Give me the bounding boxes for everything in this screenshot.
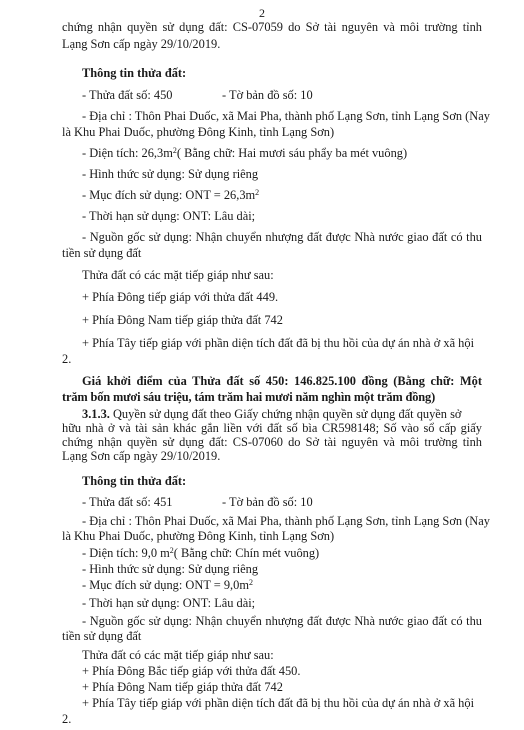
parcel2-thua-dat: - Thửa đất số: 451 — [82, 495, 173, 509]
parcel2-muc-dich — [82, 578, 253, 593]
parcel2-dia-chi-2: là Khu Phai Duốc, phường Đông Kinh, tỉnh Lạng Sơn) — [62, 529, 335, 543]
parcel2-muc-dich-sup: 2 — [248, 578, 253, 587]
parcel2-nguon-goc-1: - Nguồn gốc sử dụng: Nhận chuyển nhượng đất được Nhà nước giao đất có thu — [82, 614, 482, 628]
parcel1-hinh-thuc: - Hình thức sử dụng: Sử dụng riêng — [82, 167, 259, 181]
intro-line-2: Lạng Sơn cấp ngày 29/10/2019. — [62, 37, 221, 51]
parcel2-dia-chi-1: - Địa chỉ : Thôn Phai Duốc, xã Mai Pha, thành phố Lạng Sơn, tỉnh Lạng Sơn (Nay — [82, 514, 490, 528]
parcel1-nguon-goc-1: - Nguồn gốc sử dụng: Nhận chuyển nhượng đất được Nhà nước giao đất có thu — [82, 230, 482, 244]
intro-line-1: chứng nhận quyền sử dụng đất: CS-07059 do Sở tài nguyên và môi trường tỉnh — [62, 20, 482, 34]
parcel2-dien-tich — [82, 546, 319, 561]
parcel1-dien-tich-sup: 2 — [172, 146, 177, 155]
parcel1-muc-dich — [82, 188, 259, 203]
parcel1-muc-dich-sup: 2 — [255, 188, 260, 197]
parcel1-dia-chi-2: là Khu Phai Duốc, phường Đông Kinh, tỉnh Lạng Sơn) — [62, 125, 335, 139]
parcel1-thoi-han: - Thời hạn sử dụng: ONT: Lâu dài; — [82, 209, 256, 223]
parcel1-heading: Thông tin thửa đất: — [82, 66, 187, 80]
price-line-1: Giá khởi điểm của Thửa đất số 450: 146.825.100 đồng (Bằng chữ: Một — [82, 374, 482, 388]
parcel2-muc-dich-value: - Mục đích sử dụng: ONT = 9,0m — [82, 578, 249, 592]
parcel1-phia-dong-nam: + Phía Đông Nam tiếp giáp thửa đất 742 — [82, 313, 283, 327]
parcel2-tiep-giap-intro: Thửa đất có các mặt tiếp giáp như sau: — [82, 648, 274, 662]
parcel2-dien-tich-words: ( Bằng chữ: Chín mét vuông) — [173, 546, 320, 560]
parcel1-dia-chi-1: - Địa chỉ : Thôn Phai Duốc, xã Mai Pha, thành phố Lạng Sơn, tỉnh Lạng Sơn (Nay — [82, 109, 490, 123]
parcel2-heading: Thông tin thửa đất: — [82, 474, 187, 488]
section-313-line-1-text: Quyền sử dụng đất theo Giấy chứng nhận quyền sử dụng đất quyền sở — [109, 407, 462, 421]
parcel1-phia-tay-1: + Phía Tây tiếp giáp với phần diện tích đất đã bị thu hồi của dự án nhà ở xã hội — [82, 336, 475, 350]
page-number: 2 — [259, 6, 265, 20]
parcel2-nguon-goc-2: tiền sử dụng đất — [62, 629, 142, 643]
section-313-number: 3.1.3. — [82, 407, 110, 421]
parcel1-thua-dat: - Thửa đất số: 450 — [82, 88, 173, 102]
parcel2-to-ban-do: - Tờ bản đồ số: 10 — [222, 495, 313, 509]
parcel1-phia-tay-2: 2. — [62, 352, 72, 366]
parcel1-dien-tich-words: ( Bằng chữ: Hai mươi sáu phẩy ba mét vuông) — [176, 146, 408, 160]
parcel2-dien-tich-value: - Diện tích: 9,0 m — [82, 546, 170, 560]
parcel1-phia-dong: + Phía Đông tiếp giáp với thửa đất 449. — [82, 290, 279, 304]
parcel2-thoi-han: - Thời hạn sử dụng: ONT: Lâu dài; — [82, 596, 256, 610]
price-line-2: trăm bốn mươi sáu triệu, tám trăm hai mươi năm nghìn một trăm đồng) — [62, 390, 436, 404]
parcel1-tiep-giap-intro: Thửa đất có các mặt tiếp giáp như sau: — [82, 268, 274, 282]
parcel2-phia-tay-1: + Phía Tây tiếp giáp với phần diện tích đất đã bị thu hồi của dự án nhà ở xã hội — [82, 696, 475, 710]
section-313-line-2: hữu nhà ở và tài sản khác gắn liền với đất số bìa CR598148; Số vào sổ cấp giấy — [62, 421, 482, 435]
parcel1-to-ban-do: - Tờ bản đồ số: 10 — [222, 88, 313, 102]
parcel2-phia-dong-nam: + Phía Đông Nam tiếp giáp thửa đất 742 — [82, 680, 283, 694]
section-313-line-1 — [82, 407, 461, 422]
parcel1-muc-dich-value: - Mục đích sử dụng: ONT = 26,3m — [82, 188, 256, 202]
parcel2-phia-tay-2: 2. — [62, 712, 72, 726]
parcel2-dien-tich-sup: 2 — [169, 546, 174, 555]
parcel1-dien-tich-value: - Diện tích: 26,3m — [82, 146, 173, 160]
parcel2-phia-dong-bac: + Phía Đông Bắc tiếp giáp với thửa đất 450. — [82, 664, 301, 678]
section-313-line-3: chứng nhận quyền sử dụng đất: CS-07060 do Sở tài nguyên và môi trường tỉnh — [62, 435, 482, 449]
parcel1-nguon-goc-2: tiền sử dụng đất — [62, 246, 142, 260]
parcel2-hinh-thuc: - Hình thức sử dụng: Sử dụng riêng — [82, 562, 259, 576]
parcel1-dien-tich — [82, 146, 407, 161]
section-313-line-4: Lạng Sơn cấp ngày 29/10/2019. — [62, 449, 221, 463]
